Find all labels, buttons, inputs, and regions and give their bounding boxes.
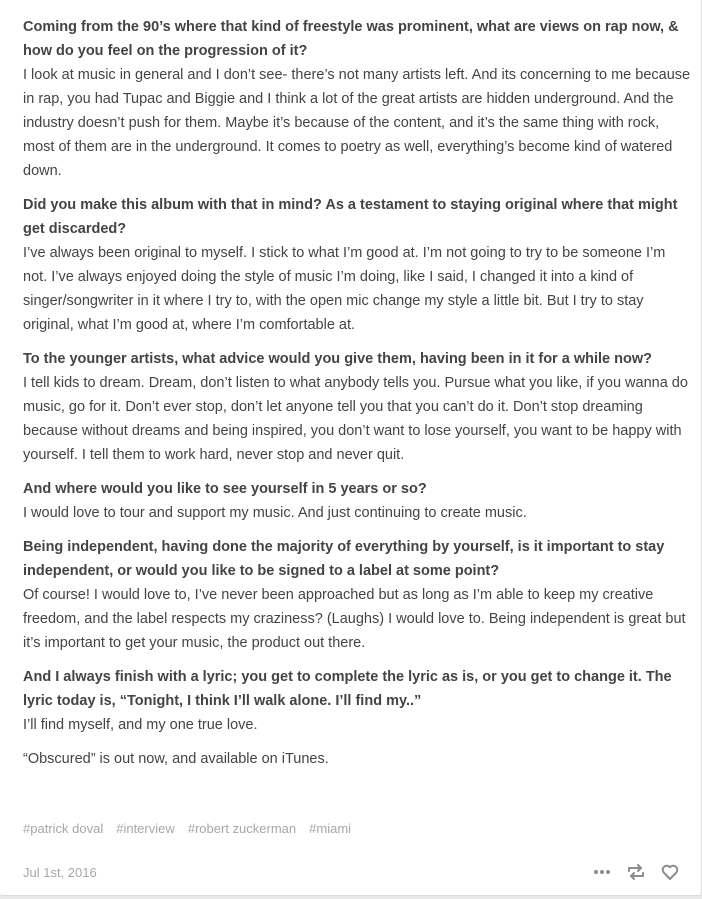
- post-date[interactable]: Jul 1st, 2016: [23, 864, 97, 880]
- qa-block: [23, 665, 691, 737]
- post-tags: [23, 821, 351, 836]
- heart-icon[interactable]: [659, 861, 681, 883]
- answer: Of course! I would love to, I’ve never been approached but as long as I’m able to keep my creative freedom, and the label respects my craziness? (Laughs) I would love to. Being independent is great but it’s important to get your music, the product out there.: [23, 587, 686, 651]
- question: And I always finish with a lyric; you get to complete the lyric as is, or you get to change it. The lyric today is, “Tonight, I think I’ll walk alone. I’ll find my..”: [23, 669, 672, 709]
- question: To the younger artists, what advice would you give them, having been in it for a while now?: [23, 351, 652, 367]
- answer: I’ve always been original to myself. I stick to what I’m good at. I’m not going to try to be someone I’m not. I’ve always enjoyed doing the style of music I’m doing, like I said, I changed it into a kind of singer/songwriter in it where I try to, with the open mic change my style a little bit. But I try to stay original, what I’m good at, where I’m comfortable at.: [23, 245, 666, 333]
- answer: I look at music in general and I don’t see- there’s not many artists left. And its concerning to me because in rap, you had Tupac and Biggie and I think a lot of the great artists are hidden underground. And the industry doesn’t push for them. Maybe it’s because of the content, and it’s the same thing with rock, most of them are in the underground. It comes to poetry as well, everything’s become kind of watered down.: [23, 67, 691, 179]
- tag-link[interactable]: #robert zuckerman: [187, 821, 297, 836]
- qa-block: [23, 347, 691, 467]
- tag-link[interactable]: #miami: [309, 821, 352, 836]
- tag-link[interactable]: #interview: [116, 821, 175, 836]
- qa-block: [23, 535, 691, 655]
- post-actions: [591, 861, 681, 883]
- tag-link[interactable]: #patrick doval: [23, 821, 104, 836]
- post-footer: [23, 861, 681, 883]
- qa-block: [23, 15, 691, 183]
- answer: I would love to tour and support my music. And just continuing to create music.: [23, 505, 527, 521]
- qa-block: [23, 193, 691, 337]
- question: Did you make this album with that in mind? As a testament to staying original where that might get discarded?: [23, 197, 678, 237]
- question: And where would you like to see yourself in 5 years or so?: [23, 481, 427, 497]
- reblog-icon[interactable]: [625, 861, 647, 883]
- qa-block: [23, 477, 691, 525]
- answer: I tell kids to dream. Dream, don’t listen to what anybody tells you. Pursue what you like, if you wanna do music, go for it. Don’t ever stop, don’t let anyone tell you that you can’t do it. Don’t stop dreaming because without dreams and being inspired, you don’t want to lose yourself, you want to be happy with yourself. I tell them to work hard, never stop and never quit.: [23, 375, 688, 463]
- more-icon[interactable]: [591, 861, 613, 883]
- question: Coming from the 90’s where that kind of freestyle was prominent, what are views on rap now, & how do you feel on the progression of it?: [23, 19, 679, 59]
- answer: I’ll find myself, and my one true love.: [23, 717, 258, 733]
- closing-note: “Obscured” is out now, and available on iTunes.: [23, 751, 329, 767]
- post-body: [23, 15, 691, 771]
- question: Being independent, having done the majority of everything by yourself, is it important to stay independent, or would you like to be signed to a label at some point?: [23, 539, 665, 579]
